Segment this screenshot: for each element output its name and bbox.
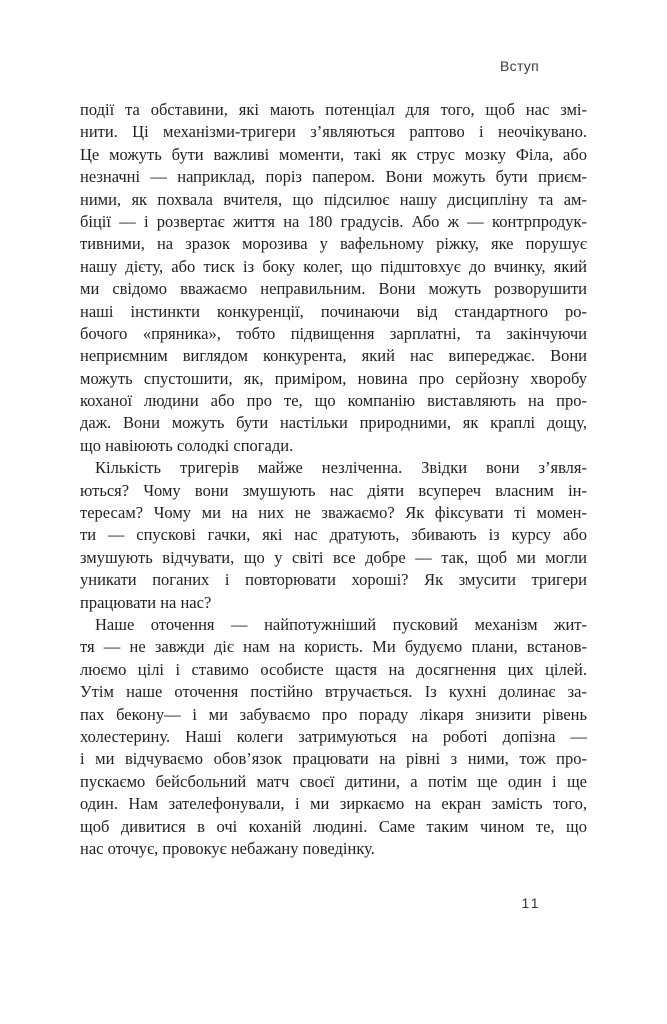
- text-line: нити. Ці механізми-тригери з’являються раптово і неочікувано.: [80, 122, 587, 142]
- text-line: Кількість тригерів майже незліченна. Звідки вони з’явля-: [95, 458, 587, 478]
- text-line: уникати поганих і повторювати хороші? Як змусити тригери: [80, 570, 587, 590]
- text-line: тя — не завжди діє нам на користь. Ми будуємо плани, встанов-: [80, 637, 587, 657]
- text-line: люємо цілі і ставимо особисте щастя на досягнення цих цілей.: [80, 659, 587, 679]
- body-text: [80, 99, 587, 860]
- text-line: ються? Чому вони змушують нас діяти всупереч власним ін-: [80, 480, 587, 500]
- text-line: пускаємо бейсбольний матч своєї дитини, а потім ще один і ще: [80, 771, 587, 791]
- text-line: можуть спустошити, як, приміром, новина про серйозну хворобу: [80, 368, 587, 388]
- text-line: коханої людини або про те, що компанію виставляють на про-: [80, 391, 587, 411]
- text-line: неприємним виглядом конкурента, який нас випереджає. Вони: [80, 346, 587, 366]
- text-line: холестерину. Наші колеги затримуються на роботі допізна —: [80, 726, 587, 746]
- text-line: Утім наше оточення постійно втручається. Із кухні долинає за-: [80, 682, 587, 702]
- text-line: тересам? Чому ми на них не зважаємо? Як фіксувати ті момен-: [80, 503, 587, 523]
- text-line: події та обставини, які мають потенціал для того, щоб нас змі-: [80, 100, 587, 119]
- page-number: 11: [521, 895, 541, 911]
- text-line: бочого «пряника», тобто підвищення зарплатні, та закінчуючи: [80, 323, 587, 343]
- text-line: щоб дивитися в очі коханій людині. Саме таким чином те, що: [80, 816, 587, 836]
- text-line: незначні — наприклад, поріз папером. Вони можуть бути приєм-: [80, 167, 587, 187]
- text-line: працювати на нас?: [80, 592, 212, 612]
- text-line: нашу дієту, або тиск із боку колег, що підштовхує до вчинку, який: [80, 256, 587, 276]
- text-line: ми свідомо вважаємо неправильним. Вони можуть розворушити: [80, 279, 587, 299]
- text-line: що навіюють солодкі спогади.: [80, 435, 294, 455]
- text-line: тивними, на зразок морозива у вафельному ріжку, яке порушує: [80, 234, 587, 254]
- text-line: даж. Вони можуть бути настільки природними, як краплі дощу,: [80, 413, 587, 433]
- running-header: Вступ: [500, 58, 539, 74]
- text-line: Наше оточення — найпотужніший пусковий механізм жит-: [95, 614, 587, 634]
- text-line: Це можуть бути важливі моменти, такі як струс мозку Філа, або: [80, 144, 587, 164]
- text-line: нас оточує, провокує небажану поведінку.: [80, 838, 375, 858]
- text-line: і ми відчуваємо обов’язок працювати на рівні з ними, тож про-: [80, 749, 587, 769]
- text-line: ними, як похвала вчителя, що підсилює нашу дисципліну та ам-: [80, 189, 587, 209]
- text-line: змушують відчувати, що у світі все добре — так, щоб ми могли: [80, 547, 587, 567]
- text-line: біції — і розвертає життя на 180 градусів. Або ж — контрпродук-: [80, 211, 587, 231]
- text-line: ти — спускові гачки, які нас дратують, збивають із курсу або: [80, 525, 587, 545]
- text-line: один. Нам зателефонували, і ми зиркаємо на екран замість того,: [80, 794, 587, 814]
- text-line: пах бекону— і ми забуваємо про пораду лікаря знизити рівень: [80, 704, 587, 724]
- text-line: наші інстинкти конкуренції, починаючи від стандартного ро-: [80, 301, 587, 321]
